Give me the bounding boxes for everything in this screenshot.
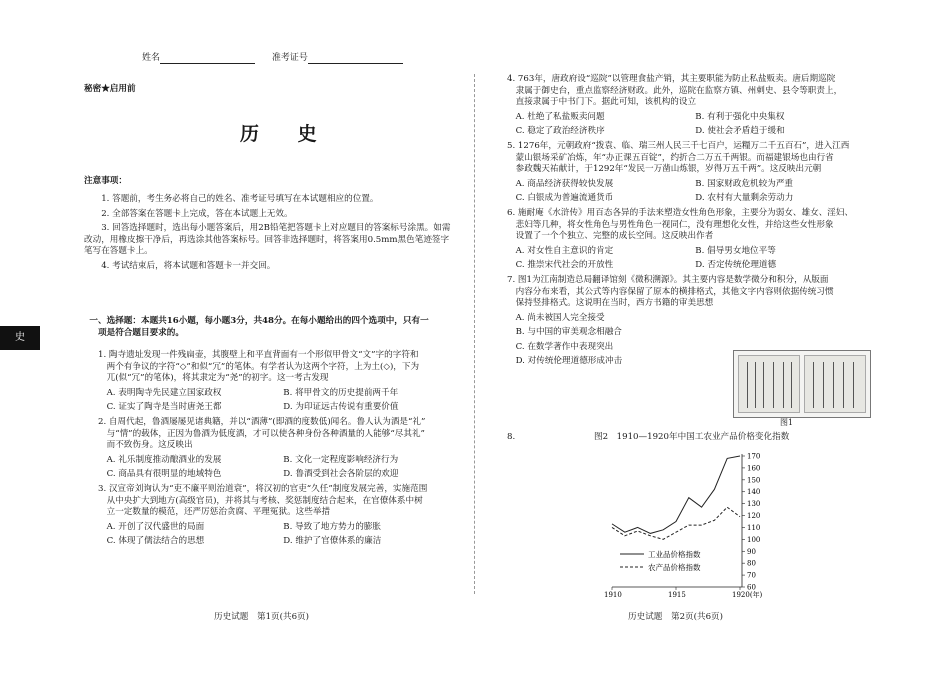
book-page-left — [738, 355, 800, 413]
notice-item: 4. 考试结束后，将本试题和答题卡一并交回。 — [101, 260, 276, 271]
y-tick-label: 130 — [747, 500, 761, 509]
notice-item: 1. 答题前，考生务必将自己的姓名、准考证号填写在本试题相应的位置。 — [101, 194, 379, 204]
question-stem: 1. 陶寺遗址发现一件残扁壶，其腹壁上和平直背面有一个形似甲骨文“文”字的字符和 — [98, 350, 419, 360]
question-stem: 隶属于御史台，重点监察经济财政。此外，巡院在监察方镇、州刺史、县令等职责上， — [515, 85, 843, 96]
option-b: B. 文化一定程度影响经济行为 — [283, 454, 399, 465]
question-stem: 悲妇等几种，将女性角色与男性角色一视同仁，没有理想化女性，并给这些女性形象 — [515, 219, 834, 230]
secret-mark: 秘密★启用前 — [84, 84, 136, 94]
option-d: D. 鲁酒受到社会各阶层的欢迎 — [283, 469, 399, 480]
option-b: B. 倡导男女地位平等 — [695, 245, 776, 256]
book-page-right — [804, 355, 866, 413]
name-label: 姓名 — [142, 53, 161, 63]
option-b: B. 国家财政危机较为严重 — [695, 178, 794, 189]
figure-1-caption: 图1 — [780, 418, 794, 427]
option-b: B. 与中国的审美观念相融合 — [515, 327, 622, 338]
option-a: A. 表明陶寺先民建立国家政权 — [106, 387, 222, 398]
question-stem: 设置了一个个独立、完整的成长空间。这反映出作者 — [515, 231, 714, 242]
question-stem: 6. 施耐庵《水浒传》用百态各异的手法来塑造女性角色形象，主要分为弱女、雄女、淫妇、 — [507, 207, 854, 218]
x-tick-label: 1910 — [604, 591, 622, 598]
question-stem: 兀(似“冗”的笔体)，将其隶定为“尧”的初字。这一考古发现 — [106, 373, 329, 384]
question-stem: 保持竖排格式。这说明在当时，西方书籍的审美思想 — [515, 298, 714, 309]
option-b: B. 将甲骨文的历史提前两千年 — [283, 387, 399, 398]
option-c: C. 体现了儒法结合的思想 — [106, 536, 205, 547]
legend-industry: 工业品价格指数 — [648, 550, 701, 559]
question-stem: 与“情”的载体，正因为鲁酒为低度酒，才可以使各种身份各种酒量的人能够“尽其礼” — [106, 428, 425, 439]
option-d: D. 为印证远古传说有重要价值 — [283, 402, 399, 413]
option-a: A. 礼乐制度推动酿酒业的发展 — [106, 454, 222, 465]
y-tick-label: 170 — [747, 452, 761, 461]
series-line-agriculture — [612, 507, 740, 539]
question-1 — [98, 350, 460, 414]
question-stem: 7. 图1为江南制造总局翻译馆刻《微积溯源》。其主要内容是数学微分和积分，从版面 — [507, 274, 829, 285]
question-3 — [98, 484, 460, 548]
option-c: C. 在数学著作中表现突出 — [515, 341, 614, 352]
option-a: A. 杜绝了私盐贩卖问题 — [515, 111, 605, 122]
x-tick-label: 1915 — [668, 591, 686, 598]
option-c: C. 证实了陶寺是当时唐尧王都 — [106, 402, 222, 413]
x-ticks — [604, 587, 763, 598]
y-tick-label: 160 — [747, 464, 761, 473]
question-4 — [507, 74, 875, 138]
question-stem: 参政魏天祐献计，于1292年“发民一万凿山炼银，岁得万五千两”。这反映出元朝 — [515, 164, 822, 175]
question-2 — [98, 417, 460, 481]
subject-tab: 史 — [0, 326, 40, 350]
question-stem: 4. 763年，唐政府设“巡院”以管理食盐产销，其主要职能为防止私盐贩卖。唐后期巡院 — [507, 74, 836, 84]
option-c: C. 白银成为普遍流通货币 — [515, 193, 614, 204]
option-d: D. 农村有大量剩余劳动力 — [695, 193, 794, 204]
option-a: A. 开创了汉代盛世的局面 — [106, 521, 205, 532]
footer-left: 历史试题 第1页(共6页) — [214, 612, 309, 622]
y-tick-label: 100 — [747, 535, 761, 544]
question-5 — [507, 141, 875, 205]
price-index-chart — [604, 446, 774, 598]
question-stem: 蒙山银场采矿冶炼，年“办正课五百锭”，约折合二万五千两银。而福建银场也由行省 — [515, 152, 834, 163]
option-b: B. 导致了地方势力的膨胀 — [283, 521, 382, 532]
option-d: D. 对传统伦理道德形成冲击 — [515, 356, 623, 367]
y-tick-label: 80 — [747, 559, 756, 568]
question-stem: 从中央扩大到地方(高级官员)，并将其与考核、奖惩制度结合起来，在官僚体系中树 — [106, 495, 423, 506]
option-c: C. 稳定了政治经济秩序 — [515, 126, 605, 137]
y-tick-label: 60 — [747, 583, 756, 592]
legend-agriculture: 农产品价格指数 — [648, 563, 701, 572]
figure-1-book-image — [733, 350, 871, 418]
id-label: 准考证号 — [271, 53, 308, 63]
option-a: A. 尚未被国人完全接受 — [515, 312, 605, 323]
y-tick-label: 70 — [747, 571, 756, 580]
series-line-industry — [612, 456, 740, 533]
candidate-info — [142, 52, 417, 64]
questions-right — [507, 74, 875, 371]
option-c: C. 商品具有很明显的地域特色 — [106, 469, 222, 480]
y-tick-label: 150 — [747, 476, 761, 485]
notice-title: 注意事项： — [84, 176, 127, 186]
question-stem: 两个有争议的字符“◇”和似“冗”的笔体。有学者认为这两个字符，上为土(◇)，下为 — [106, 361, 420, 372]
question-stem: 3. 汉宣帝刘询认为“吏不廉平则治道衰”，将汉初的官吏“久任”制度发展完善，实施范围 — [98, 483, 428, 494]
legend — [620, 549, 701, 572]
option-d: D. 使社会矛盾趋于缓和 — [695, 126, 785, 137]
option-b: B. 有利于强化中央集权 — [695, 111, 785, 122]
x-tick-label: 1920(年) — [732, 591, 763, 598]
name-blank — [160, 54, 255, 64]
y-ticks — [742, 453, 760, 592]
page-title: 历 史 — [240, 123, 333, 145]
y-tick-label: 90 — [747, 547, 756, 556]
notice-list — [84, 194, 456, 276]
section-heading — [89, 316, 458, 339]
option-a: A. 对女性自主意识的肯定 — [515, 245, 614, 256]
option-c: C. 推崇宋代社会的开放性 — [515, 260, 614, 271]
question-stem: 而不致伤身。这反映出 — [106, 440, 193, 451]
section-line-2: 项是符合题目要求的。 — [98, 327, 184, 338]
column-divider — [474, 74, 475, 594]
y-tick-label: 140 — [747, 488, 761, 497]
question-stem: 内容分布来看，其公式等内容保留了原本的横排格式，其他文字内容则依据传统习惯 — [515, 286, 834, 297]
option-d: D. 否定传统伦理道德 — [695, 260, 777, 271]
id-blank — [308, 54, 403, 64]
footer-right: 历史试题 第2页(共6页) — [628, 612, 723, 622]
notice-item: 3. 回答选择题时，选出每小题答案后，用2B铅笔把答题卡上对应题目的答案标号涂黑。如需改动，用橡皮擦干净后，再选涂其他答案标号。回答非选择题时，将答案用0.5mm黑色笔迹签字笔写在答题卡上。 — [84, 223, 451, 257]
option-d: D. 维护了官僚体系的廉洁 — [283, 536, 382, 547]
chart-title: 图2 1910—1920年中国工农业产品价格变化指数 — [594, 432, 790, 442]
question-stem: 5. 1276年，元朝政府“拨袁、临、瑞三州人民三千七百户，运糧万二千五百石”，进入江西 — [507, 140, 850, 151]
y-tick-label: 120 — [747, 512, 761, 521]
questions-left — [98, 350, 460, 551]
question-stem: 2. 自周代起，鲁酒屡屡见诸典籍，并以“酒薄”(即酒的度数低)闻名。鲁人认为酒是“礼” — [98, 416, 426, 427]
question-stem: 立一定数量的模范，还严厉惩治贪腐、平理冤狱。这些举措 — [106, 507, 331, 518]
question-stem: 直接隶属于中书门下。据此可知，该机构的设立 — [515, 97, 697, 108]
option-a: A. 商品经济获得较快发展 — [515, 178, 614, 189]
question-8-number: 8. — [507, 432, 516, 442]
question-6 — [507, 208, 875, 272]
notice-item: 2. 全部答案在答题卡上完成，答在本试题上无效。 — [101, 208, 293, 219]
y-tick-label: 110 — [747, 523, 761, 532]
section-line-1: 一、选择题：本题共16小题，每小题3分，共48分。在每小题给出的四个选项中，只有一 — [89, 316, 429, 326]
